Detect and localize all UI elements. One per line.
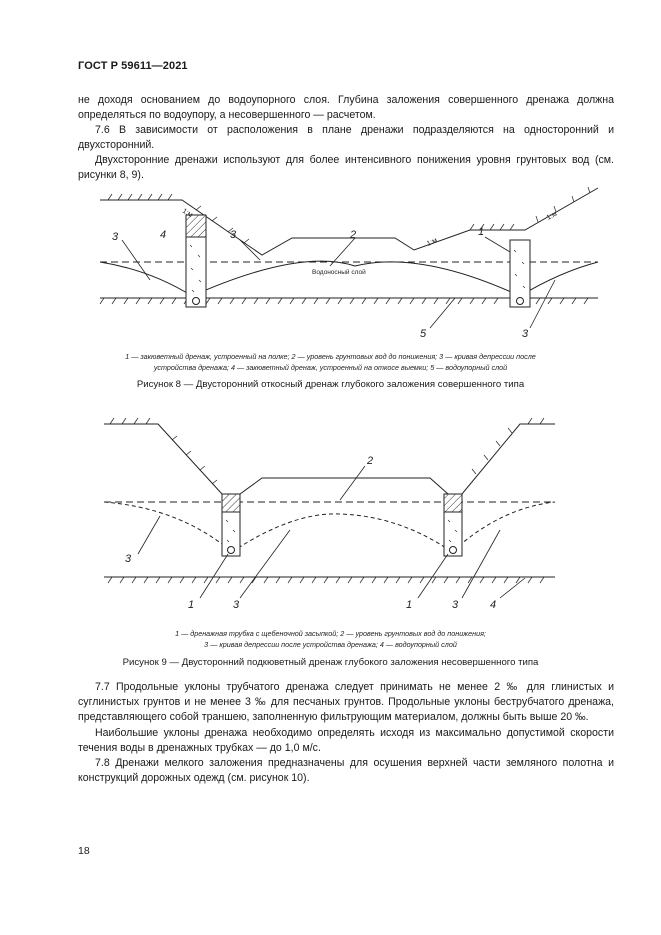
paragraph-max-slope: Наибольшие уклоны дренажа необходимо определять исходя из максимально допустимой скорости течения воды в дренажных трубках — до 1,0 м/с. xyxy=(78,727,614,755)
fig9-label-3-left: 3 xyxy=(125,553,132,565)
fig8-slope-left: 1:м xyxy=(181,207,194,220)
fig9-label-1-right: 1 xyxy=(406,599,413,611)
drain-shelf-right xyxy=(510,240,530,307)
fig8-label-1: 1 xyxy=(478,226,485,238)
figure-8-caption: Рисунок 8 — Двусторонний откосный дренаж глубокого заложения совершенного типа xyxy=(136,379,525,390)
figure-9-drawing xyxy=(0,412,661,617)
paragraph-7-6: 7.6 В зависимости от расположения в плане дренажи подразделяются на односторонний и двухсторонний. xyxy=(78,124,614,152)
fig8-slope-right: 1:м xyxy=(545,210,559,222)
fig9-label-4: 4 xyxy=(490,599,497,611)
standard-header: ГОСТ Р 59611—2021 xyxy=(78,60,188,72)
fig8-label-3-left: 3 xyxy=(112,231,119,243)
paragraph-two-sided: Двухсторонние дренажи используют для более интенсивного понижения уровня грунтовых вод (см. рисунки 8, 9). xyxy=(78,154,614,182)
figure-9-legend-line2: 3 — кривая депрессии после устройства дренажа; 4 — водоупорный слой xyxy=(204,640,457,649)
paragraph-continuation: не доходя основанием до водоупорного слоя. Глубина заложения совершенного дренажа должна определяться по водоупору, а несовершенного — расчетом. xyxy=(78,94,614,122)
fig8-slope-mid: 1:м xyxy=(425,236,439,248)
paragraph-7-7: 7.7 Продольные уклоны трубчатого дренажа следует принимать не менее 2 ‰ для глинистых и суглинистых грунтов и не менее 3 ‰ для песчаных грунтов. Продольные уклоны беструбчатого дренажа, представляющего собой траншею, заполненную фильтрующим материалом, должны быть выше 20 ‰. xyxy=(78,681,614,724)
figure-9-legend-line1: 1 — дренажная трубка с щебеночной засыпкой; 2 — уровень грунтовых вод до понижения; xyxy=(175,629,486,638)
fig8-aquifer-label: Водоносный слой xyxy=(312,269,366,276)
figure-8-legend-line1: 1 — закюветный дренаж, устроенный на полке; 2 — уровень грунтовых вод до понижения; 3 — кривая депрессии после xyxy=(125,352,536,361)
fig9-label-3-mid: 3 xyxy=(233,599,240,611)
fig8-label-2: 2 xyxy=(350,229,357,241)
fig9-label-1-left: 1 xyxy=(188,599,195,611)
depression-curve-9 xyxy=(104,502,555,552)
figure-8-drawing xyxy=(0,180,661,345)
fig8-label-3-right: 3 xyxy=(522,328,529,340)
page-number: 18 xyxy=(78,845,90,857)
fig9-label-3-right: 3 xyxy=(452,599,459,611)
fig8-label-4: 4 xyxy=(160,229,167,241)
figure-9-caption: Рисунок 9 — Двусторонний подкюветный дренаж глубокого заложения несовершенного типа xyxy=(122,657,539,668)
fig9-label-2: 2 xyxy=(367,455,374,467)
fig8-label-3-mid: 3 xyxy=(230,229,237,241)
figure-8-legend-line2: устройства дренажа; 4 — закюветный дренаж, устроенный на откосе выемки; 5 — водоупорный слой xyxy=(153,363,508,372)
fig8-label-5: 5 xyxy=(420,328,427,340)
paragraph-7-8: 7.8 Дренажи мелкого заложения предназначены для осушения верхней части земляного полотна и конструкций дорожных одежд (см. рисунок 10). xyxy=(78,757,614,785)
